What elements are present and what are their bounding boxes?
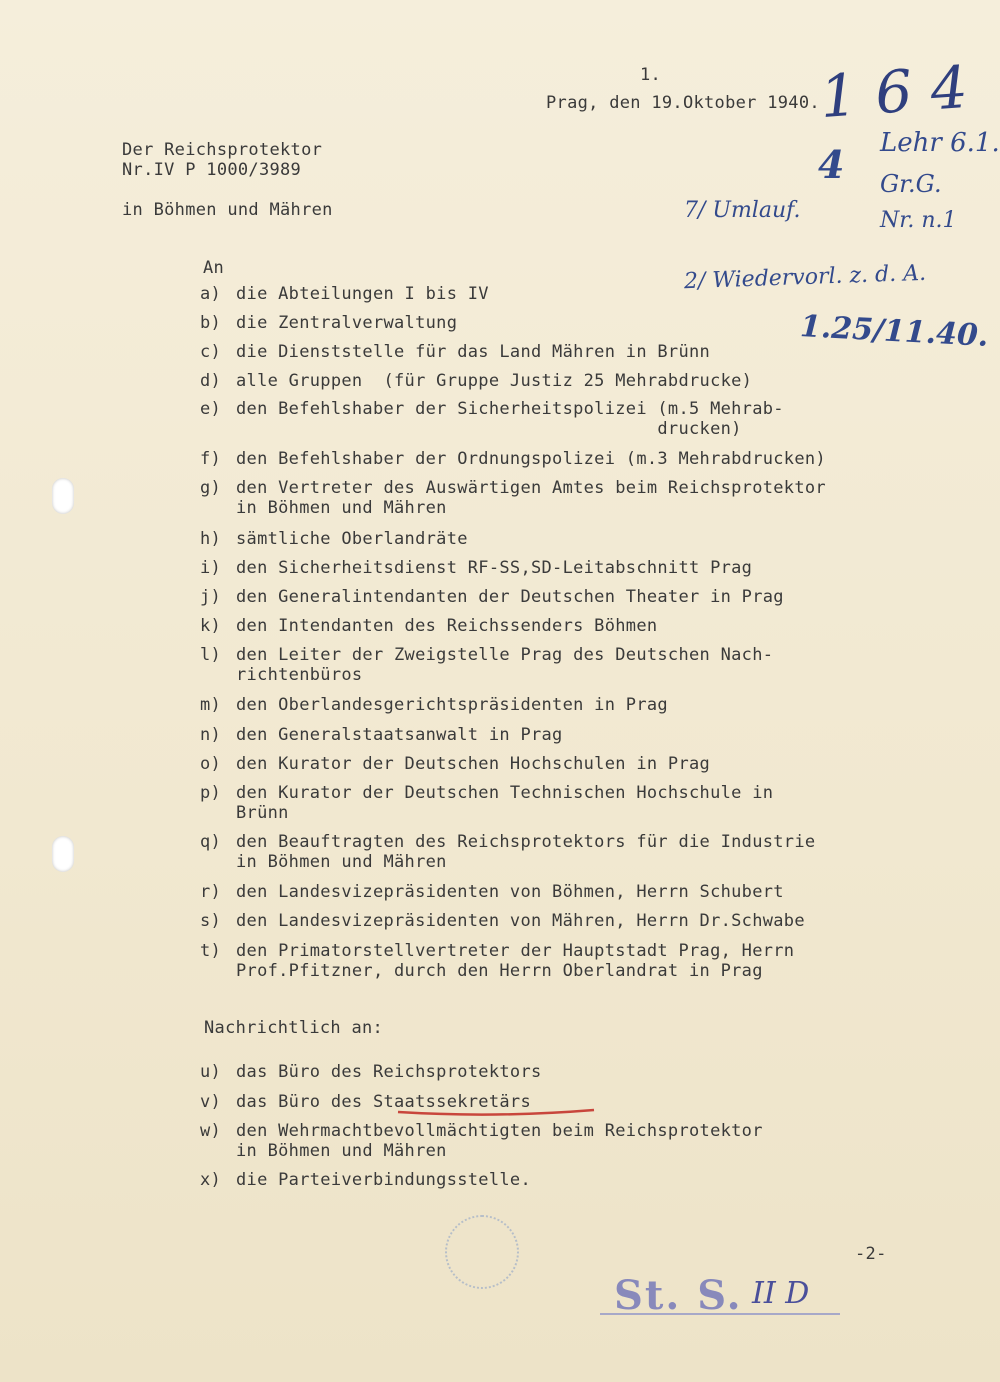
list-item-text: den Befehlshaber der Sicherheitspolizei (m.5 Mehrab- drucken) <box>236 399 784 439</box>
list-item <box>200 882 784 902</box>
list-item-text: den Befehlshaber der Ordnungspolizei (m.3 Mehrabdrucken) <box>236 449 826 469</box>
list-item-label: x) <box>200 1170 222 1190</box>
address-label: An <box>203 258 225 278</box>
handwritten-note: Gr.G. <box>880 170 942 198</box>
stamp-handwritten-suffix: II D <box>752 1276 810 1311</box>
list-item <box>200 1121 763 1161</box>
list-item <box>200 695 668 715</box>
handwritten-note: 7/ Umlauf. <box>684 198 801 223</box>
reference-number: Nr.IV P 1000/3989 <box>122 160 302 180</box>
handwritten-note: 2/ Wiedervorl. z. d. A. <box>683 260 927 295</box>
list-item-text: das Büro des Reichsprotektors <box>236 1062 542 1082</box>
list-item-label: a) <box>200 284 222 304</box>
list-item-label: f) <box>200 449 222 469</box>
list-item <box>200 725 563 745</box>
list-item-text: die Parteiverbindungsstelle. <box>236 1170 531 1190</box>
list-item <box>200 313 457 333</box>
list-item-text: den Oberlandesgerichtspräsidenten in Prag <box>236 695 668 715</box>
list-item <box>200 529 468 549</box>
list-item-label: j) <box>200 587 222 607</box>
list-item-text: den Wehrmachtbevollmächtigten beim Reichsprotektor in Böhmen und Mähren <box>236 1121 763 1161</box>
list-item <box>200 1170 531 1190</box>
list-item-label: w) <box>200 1121 222 1141</box>
list-item-label: p) <box>200 783 222 803</box>
list-item <box>200 284 489 304</box>
punch-hole <box>52 836 74 872</box>
list-item-label: e) <box>200 399 222 419</box>
handwritten-note: Lehr 6.1. <box>880 128 1000 158</box>
list-item-label: g) <box>200 478 222 498</box>
handwritten-note: 1.25/11.40. <box>799 309 990 354</box>
sender-line: in Böhmen und Mähren <box>122 200 333 220</box>
list-item <box>200 754 710 774</box>
list-item-text: den Vertreter des Auswärtigen Amtes beim Reichsprotektor in Böhmen und Mähren <box>236 478 826 518</box>
list-item-label: h) <box>200 529 222 549</box>
list-item-label: t) <box>200 941 222 961</box>
list-item-text: den Primatorstellvertreter der Hauptstadt Prag, Herrn Prof.Pfitzner, durch den Herrn Oberlandrat in Prag <box>236 941 795 981</box>
list-item <box>200 645 773 685</box>
list-item-text: den Kurator der Deutschen Hochschulen in Prag <box>236 754 711 774</box>
list-item-label: d) <box>200 371 222 391</box>
list-item-text: die Abteilungen I bis IV <box>236 284 489 304</box>
list-item-label: i) <box>200 558 222 578</box>
list-item <box>200 783 773 823</box>
sender-line: Der Reichsprotektor <box>122 140 323 160</box>
list-item-text: die Zentralverwaltung <box>236 313 458 333</box>
list-item-text: den Beauftragten des Reichsprotektors für die Industrie in Böhmen und Mähren <box>236 832 816 872</box>
list-item-label: o) <box>200 754 222 774</box>
list-item <box>200 587 784 607</box>
list-item-text: den Sicherheitsdienst RF-SS,SD-Leitabschnitt Prag <box>236 558 753 578</box>
office-stamp: St. S. <box>614 1272 743 1319</box>
list-item-label: s) <box>200 911 222 931</box>
list-item <box>200 911 805 931</box>
list-item-label: l) <box>200 645 222 665</box>
list-item-label: n) <box>200 725 222 745</box>
list-item-text: den Landesvizepräsidenten von Mähren, Herrn Dr.Schwabe <box>236 911 805 931</box>
punch-hole <box>52 478 74 514</box>
page-number: 1. <box>640 65 662 85</box>
handwritten-note: Nr. n.1 <box>880 208 957 233</box>
next-page-marker: -2- <box>855 1244 887 1264</box>
handwritten-mark: 4 <box>818 142 845 187</box>
list-item-label: q) <box>200 832 222 852</box>
list-item-label: k) <box>200 616 222 636</box>
red-underline <box>396 1108 596 1120</box>
list-item-text: den Landesvizepräsidenten von Böhmen, Herrn Schubert <box>236 882 784 902</box>
list-item-label: u) <box>200 1062 222 1082</box>
document-date: Prag, den 19.Oktober 1940. <box>546 93 820 113</box>
list-item-text: den Kurator der Deutschen Technischen Hochschule in Brünn <box>236 783 774 823</box>
list-item-label: v) <box>200 1092 222 1112</box>
list-item <box>200 399 784 439</box>
list-item-text: den Intendanten des Reichssenders Böhmen <box>236 616 658 636</box>
list-item <box>200 558 752 578</box>
list-item <box>200 478 826 518</box>
list-item <box>200 941 794 981</box>
list-item <box>200 616 657 636</box>
list-item <box>200 449 826 469</box>
list-item-label: m) <box>200 695 222 715</box>
list-item-text: den Generalstaatsanwalt in Prag <box>236 725 563 745</box>
list-item-text: alle Gruppen (für Gruppe Justiz 25 Mehrabdrucke) <box>236 371 753 391</box>
list-item-label: b) <box>200 313 222 333</box>
round-stamp <box>445 1215 519 1289</box>
handwritten-number: 1 6 4 <box>817 52 970 132</box>
list-item-label: c) <box>200 342 222 362</box>
list-item <box>200 371 752 391</box>
list-item <box>200 1062 542 1082</box>
list-item-text: die Dienststelle für das Land Mähren in Brünn <box>236 342 711 362</box>
list-item-text: sämtliche Oberlandräte <box>236 529 468 549</box>
list-item-text: den Generalintendanten der Deutschen Theater in Prag <box>236 587 784 607</box>
list-item-text: den Leiter der Zweigstelle Prag des Deutschen Nach- richtenbüros <box>236 645 774 685</box>
list-item <box>200 342 710 362</box>
copies-label: Nachrichtlich an: <box>204 1018 384 1038</box>
list-item-label: r) <box>200 882 222 902</box>
list-item <box>200 832 815 872</box>
list-item-text: das Büro des Staatssekretärs <box>236 1092 531 1112</box>
